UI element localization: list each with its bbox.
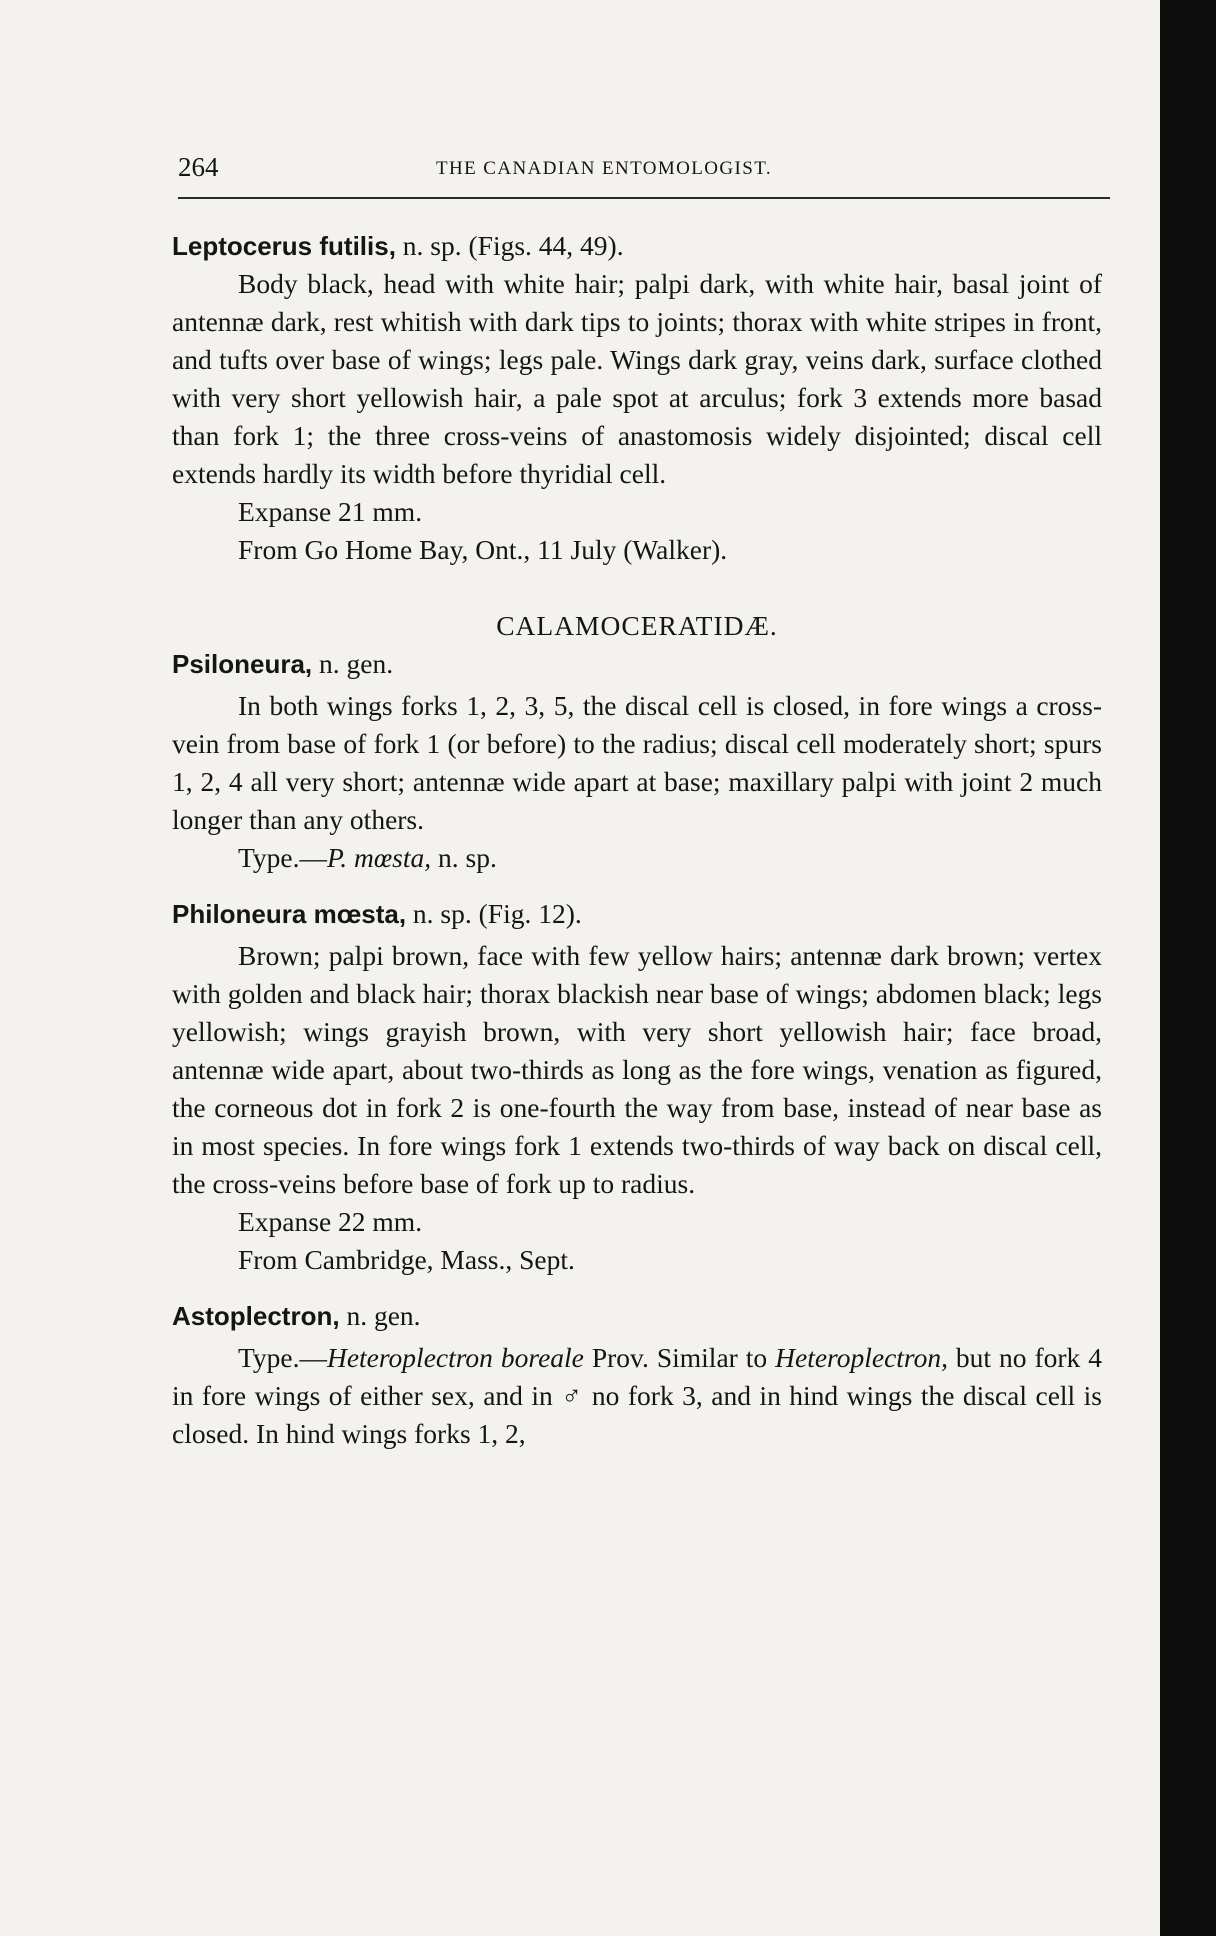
species-description: Brown; palpi brown, face with few yellow hairs; antennæ dark brown; vertex with golden and black hair; thorax blackish near base of wings; abdomen black; legs yellowish; wings grayish brown, with very short yellowish hair; face broad, antennæ wide apart, about two-thirds as long as the fore wings, venation as figured, the corneous dot in fork 2 is one-fourth the way from base, instead of near base as in most species. In fore wings fork 1 extends two-thirds of way back on discal cell, the cross-veins before base of fork up to radius.: [172, 940, 1102, 1199]
type-suffix: n. sp.: [431, 842, 497, 873]
type-prefix: Type.—: [238, 1342, 327, 1373]
genus-heading-astoplectron: [172, 1297, 1102, 1335]
genus-heading-suffix: n. gen.: [312, 648, 394, 679]
genus-description-text: but no fork 4 in fore wings of either sex, and in ♂ no fork 3, and in hind wings the discal cell is closed. In hind wings forks 1, 2,: [172, 1342, 1103, 1449]
genus-name: Psiloneura,: [172, 649, 313, 679]
genus-heading-suffix: n. gen.: [339, 1300, 421, 1331]
species-heading-suffix: n. sp. (Figs. 44, 49).: [395, 230, 624, 261]
header-rule: [178, 197, 1110, 199]
type-middle: Prov. Similar to: [583, 1342, 776, 1373]
species-heading-suffix: n. sp. (Fig. 12).: [406, 898, 582, 929]
expanse-line: Expanse 21 mm.: [238, 496, 423, 527]
genus-description: In both wings forks 1, 2, 3, 5, the discal cell is closed, in fore wings a cross-vein from base of fork 1 (or before) to the radius; discal cell moderately short; spurs 1, 2, 4 all very short; antennæ wide apart at base; maxillary palpi with joint 2 much longer than any others.: [172, 690, 1102, 835]
locality-line: From Go Home Bay, Ont., 11 July (Walker).: [238, 534, 728, 565]
type-line: [172, 839, 1102, 877]
type-species: P. mœsta,: [326, 842, 432, 873]
species-name: Philoneura mœsta,: [172, 899, 407, 929]
page-header: [178, 140, 1098, 196]
page-number: 264: [178, 152, 219, 182]
scan-border: [1160, 0, 1216, 1936]
species-heading-leptocerus: [172, 227, 1102, 265]
page-body: [172, 227, 1102, 1453]
species-heading-philoneura: [172, 895, 1102, 933]
expanse-line: Expanse 22 mm.: [238, 1206, 423, 1237]
type-prefix: Type.—: [238, 842, 327, 873]
genus-description: [172, 1339, 1102, 1453]
genus-name: Astoplectron,: [172, 1301, 340, 1331]
compare-genus: Heteroplectron,: [775, 1342, 948, 1373]
species-description: Body black, head with white hair; palpi dark, with white hair, basal joint of antennæ dark, rest whitish with dark tips to joints; thorax with white stripes in front, and tufts over base of wings; legs pale. Wings dark gray, veins dark, surface clothed with very short yellowish hair, a pale spot at arculus; fork 3 extends more basad than fork 1; the three cross-veins of anastomosis widely disjointed; discal cell extends hardly its width before thyridial cell.: [172, 268, 1102, 489]
genus-heading-psiloneura: [172, 645, 1102, 683]
species-name: Leptocerus futilis,: [172, 231, 396, 261]
running-title: THE CANADIAN ENTOMOLOGIST.: [436, 158, 772, 179]
locality-line: From Cambridge, Mass., Sept.: [238, 1244, 575, 1275]
family-heading: CALAMOCERATIDÆ.: [496, 610, 778, 641]
type-species: Heteroplectron boreale: [326, 1342, 584, 1373]
